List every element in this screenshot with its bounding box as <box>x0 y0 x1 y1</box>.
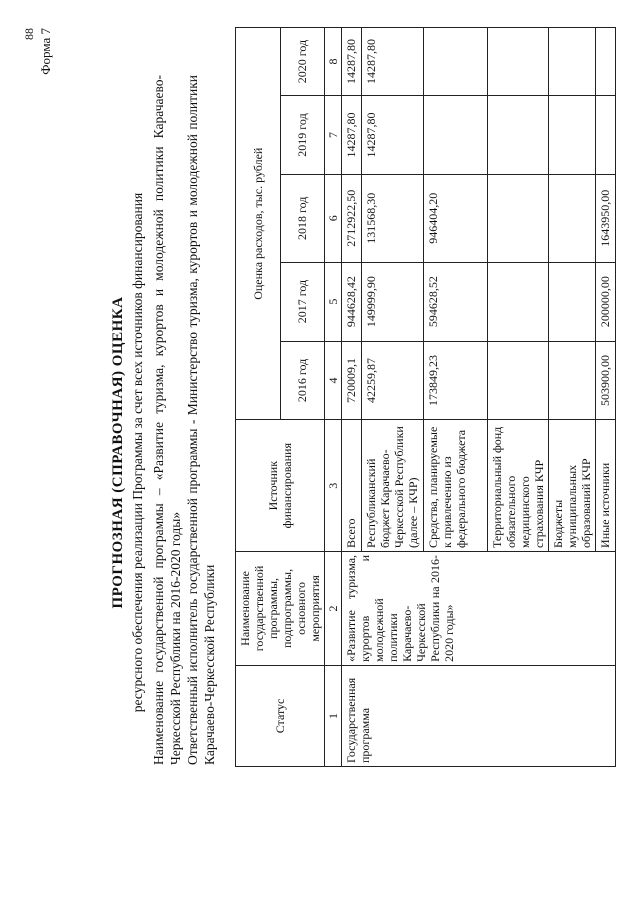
value-2020 <box>488 28 549 96</box>
value-2018 <box>549 174 596 262</box>
value-2020: 14287,80 <box>362 28 424 96</box>
value-2020 <box>424 28 488 96</box>
value-2018: 131568,30 <box>362 174 424 262</box>
source-cell: Средства, планируемые к привлечению из федерального бюджета <box>424 420 488 552</box>
form-label: Форма 7 <box>38 28 53 75</box>
header-row-1 <box>236 28 281 767</box>
executor-text: Ответственный исполнитель государственной программы - Министерство туризма, курортов и молодежной политики Карачаево-Черкесской Республики <box>185 75 217 765</box>
table-row-total <box>342 28 362 767</box>
value-2019: 14287,80 <box>342 96 362 175</box>
value-2019: 14287,80 <box>362 96 424 175</box>
intro-block <box>150 75 218 765</box>
value-2016 <box>488 341 549 420</box>
col-number: 4 <box>325 341 342 420</box>
value-2017: 200000,00 <box>596 262 616 341</box>
header-source: Источник финансирования <box>236 420 325 552</box>
header-year-2019: 2019 год <box>280 96 325 175</box>
source-cell: Всего <box>342 420 362 552</box>
col-number: 3 <box>325 420 342 552</box>
column-number-row <box>325 28 342 767</box>
value-2016 <box>549 341 596 420</box>
source-cell: Республиканский бюджет Карачаево-Черкесской Республики (далее – КЧР) <box>362 420 424 552</box>
document-title: ПРОГНОЗНАЯ (СПРАВОЧНАЯ) ОЦЕНКА <box>110 296 126 609</box>
value-2019 <box>424 96 488 175</box>
header-estimate: Оценка расходов, тыс. рублей <box>236 28 281 420</box>
header-status: Статус <box>236 665 325 766</box>
value-2016: 720009,1 <box>342 341 362 420</box>
program-name-text: Наименование государственной программы – «Развитие туризма, курортов и молодежной политики Карачаево-Черкесской Республики на 2016-2020 годы» <box>151 75 183 765</box>
value-2019 <box>488 96 549 175</box>
value-2019 <box>549 96 596 175</box>
value-2017 <box>488 262 549 341</box>
col-number: 7 <box>325 96 342 175</box>
financing-table <box>235 27 616 767</box>
value-2020: 14287,80 <box>342 28 362 96</box>
value-2020 <box>549 28 596 96</box>
source-cell: Территориальный фонд обязательного медицинского страхования КЧР <box>488 420 549 552</box>
value-2016: 42259,87 <box>362 341 424 420</box>
value-2017: 944628,42 <box>342 262 362 341</box>
header-year-2016: 2016 год <box>280 341 325 420</box>
program-name-cell: «Развитие туризма, курортов и молодежной политики Карачаево-Черкесской Республики на 2016-2020 годы» <box>342 551 616 665</box>
value-2017 <box>549 262 596 341</box>
value-2018: 2712922,50 <box>342 174 362 262</box>
col-number: 1 <box>325 665 342 766</box>
source-cell: Бюджеты муниципальных образований КЧР <box>549 420 596 552</box>
document-subtitle: ресурсного обеспечения реализации Программы за счет всех источников финансирования <box>130 192 145 713</box>
header-year-2020: 2020 год <box>280 28 325 96</box>
value-2016: 173849,23 <box>424 341 488 420</box>
page-number: 88 <box>22 28 36 40</box>
col-number: 5 <box>325 262 342 341</box>
col-number: 2 <box>325 551 342 665</box>
value-2019 <box>596 96 616 175</box>
value-2016: 503900,00 <box>596 341 616 420</box>
source-cell: Иные источники <box>596 420 616 552</box>
value-2017: 594628,52 <box>424 262 488 341</box>
value-2020 <box>596 28 616 96</box>
col-number: 6 <box>325 174 342 262</box>
status-cell: Государственная программа <box>342 665 616 766</box>
col-number: 8 <box>325 28 342 96</box>
header-name: Наименование государственной программы, подпрограммы, основного мероприятия <box>236 551 325 665</box>
header-year-2017: 2017 год <box>280 262 325 341</box>
value-2017: 149999,90 <box>362 262 424 341</box>
value-2018: 1643950,00 <box>596 174 616 262</box>
value-2018: 946404,20 <box>424 174 488 262</box>
value-2018 <box>488 174 549 262</box>
header-year-2018: 2018 год <box>280 174 325 262</box>
